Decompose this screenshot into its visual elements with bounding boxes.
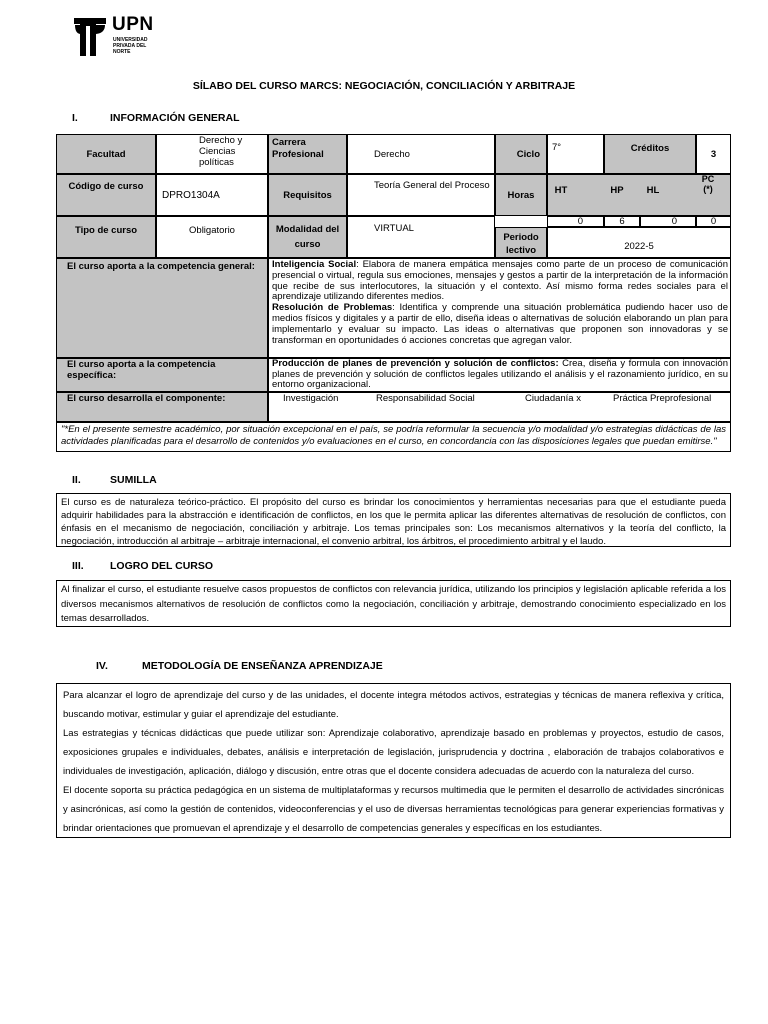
componente-investigacion: Investigación: [283, 393, 339, 404]
info-footnote: "*En el presente semestre académico, por situación excepcional en el país, se podría reformular la secuencia y/o modalidad y/o estrategias didácticas de las actividades planificadas para el desarrollo de contenidos y/o evaluaciones en el curso, en concordancia con las disposiciones legales que puedan emitirse.": [56, 422, 731, 452]
comp-especifica-body: Crea, diseña y formula con innovación planes de prevención y solución de conflictos legales utilizando el análisis y el razonamiento jurídico, en su entorno organizacional.: [272, 358, 728, 390]
creditos-label: Créditos: [604, 134, 696, 174]
section-3-number: III.: [72, 560, 84, 572]
metodologia-box: [56, 683, 731, 838]
section-3-title: LOGRO DEL CURSO: [110, 560, 214, 572]
logro-box: Al finalizar el curso, el estudiante resuelve casos propuestos de conflictos con relevancia jurídica, utilizando los principios y legislación aplicable referida a los diversos mecanismos alternativos de resolución de conflictos como la negociación, conciliación y arbitraje, demostrando conocimiento especializado en los temas desarrollados.: [56, 580, 731, 627]
comp-general-1-title: Inteligencia Social: [272, 259, 357, 270]
section-1-heading: [72, 112, 240, 124]
creditos-value: 3: [696, 134, 731, 174]
hl-label: HL: [646, 184, 660, 196]
sumilla-box: El curso es de naturaleza teórico-práctico. El propósito del curso es brindar los conocimientos y herramientas necesarias para que el estudiante pueda adquirir habilidades para la abstracción e identificación de conflictos, en los que le permita aplicar las diferentes alternativas de resolución de conflictos, con énfasis en el mecanismo de negociación, conciliación y arbitraje. Los temas principales son: Los mecanismos alternativos y la teoría del conflicto, la negociación, introducción al arbitraje – arbitraje internacional, el convenio arbitral, los árbitros, el procedimiento arbitral y el laudo.: [56, 493, 731, 547]
comp-general-label: El curso aporta a la competencia general:: [56, 258, 268, 358]
carrera-label: Carrera Profesional: [268, 134, 347, 174]
comp-especifica-title: Producción de planes de prevención y solución de conflictos:: [272, 358, 559, 369]
modalidad-value: VIRTUAL: [347, 216, 495, 258]
comp-general-text: [268, 258, 731, 358]
section-3-heading: [72, 560, 213, 572]
facultad-value: [156, 134, 268, 174]
codigo-value: DPRO1304A: [156, 174, 268, 216]
codigo-label: Código de curso: [56, 174, 156, 216]
hp-label: HP: [610, 184, 624, 196]
logo-subtitle: UNIVERSIDAD PRIVADA DEL NORTE: [113, 37, 148, 55]
section-1-number: I.: [72, 112, 78, 124]
componente-ciudadania: Ciudadanía x: [525, 393, 581, 404]
facultad-label: Facultad: [56, 134, 156, 174]
ciclo-label: Ciclo: [495, 134, 547, 174]
ht-value: 0: [547, 216, 604, 227]
metodologia-paragraph-3: El docente soporta su práctica pedagógica en un sistema de multiplataformas y recursos multimedia que le permiten el desarrollo de actividades sincrónicas y asincrónicas, así como la gestión de contenidos, videoconferencias y el uso de diversas herramientas tecnológicas para generar experiencias formativas y brindar orientaciones que promuevan el aprendizaje y el desarrollo de competencias generales y específicas en los estudiantes.: [63, 785, 724, 834]
tipo-label: Tipo de curso: [56, 216, 156, 258]
section-4-number: IV.: [96, 660, 108, 672]
section-4-heading: [96, 660, 383, 672]
section-1-title: INFORMACIÓN GENERAL: [110, 112, 240, 124]
upn-logo: [72, 16, 162, 60]
metodologia-paragraph-2: Las estrategias y técnicas didácticas que puede utilizar son: Aprendizaje colaborativo, aprendizaje basado en problemas y proyectos, estudio de casos, exposiciones grupales e individuales, debates, análisis e interpretación de legislación, jurisprudencia y doctrina , elaboración de trabajos colaborativos e individuales de investigación, aplicación, diálogo y discusión, entre otras que el docente considera adecuadas de acuerdo con la naturaleza del curso.: [63, 728, 724, 777]
section-2-heading: [72, 474, 157, 486]
carrera-value: Derecho: [347, 134, 495, 174]
horas-label: Horas: [495, 174, 547, 216]
section-4-title: METODOLOGÍA DE ENSEÑANZA APRENDIZAJE: [142, 660, 383, 672]
pc-label: PC (*): [701, 174, 715, 194]
modalidad-label: Modalidad del curso: [268, 216, 347, 258]
facultad-value-text: Derecho y Ciencias políticas: [199, 135, 243, 168]
comp-general-2-title: Resolución de Problemas: [272, 302, 393, 314]
comp-general-1-text: : Elabora de manera empática mensajes como parte de un proceso de comunicación presencial o virtual, regula sus emociones, mensajes y gestos a partir de la interpretación de la información que recibe de sus interlocutores, la situación y el contexto. Así mismo forma redes sociales para el aprendizaje utilizando diferentes medios.: [272, 259, 728, 303]
ht-label: HT: [554, 184, 568, 196]
section-2-number: II.: [72, 474, 81, 486]
upn-logo-mark: [72, 16, 108, 58]
ciclo-value: 7°: [547, 134, 604, 174]
metodologia-paragraph-1: Para alcanzar el logro de aprendizaje del curso y de las unidades, el docente integra métodos activos, estrategias y técnicas de manera reflexiva y crítica, buscando motivar, estimular y guiar el aprendizaje del estudiante.: [63, 690, 724, 720]
requisitos-label: Requisitos: [268, 174, 347, 216]
periodo-label: Periodo lectivo: [495, 227, 547, 258]
comp-especifica-label: El curso aporta a la competencia específica:: [56, 358, 268, 392]
periodo-value: 2022-5: [547, 227, 731, 258]
comp-especifica-text: [268, 358, 731, 392]
componente-practica: Práctica Preprofesional: [613, 393, 712, 404]
general-info-table: [56, 134, 731, 452]
pc-value: 0: [696, 216, 731, 227]
componente-label: El curso desarrolla el componente:: [56, 392, 268, 422]
componente-responsabilidad: Responsabilidad Social: [376, 393, 475, 404]
document-title: SÍLABO DEL CURSO MARCS: NEGOCIACIÓN, CONCILIACIÓN Y ARBITRAJE: [192, 80, 576, 92]
tipo-value: Obligatorio: [156, 216, 268, 258]
requisitos-value: Teoría General del Proceso: [347, 174, 495, 216]
section-2-title: SUMILLA: [110, 474, 157, 486]
hl-value: 0: [640, 216, 696, 227]
componente-values: [268, 392, 731, 422]
comp-general-2-text: : Identifica y comprende una situación problemática pudiendo hacer uso de medios físicos y digitales y a partir de ello, diseña ideas o alternativas de solución elaborando un plan para implementarlo y evaluar su impacto. Las ideas o alternativas que proponen son innovadoras y se transforman en oportunidades ó acciones concretas que agregan valor.: [272, 302, 728, 346]
hp-value: 6: [604, 216, 640, 227]
logo-brand: UPN: [112, 14, 154, 35]
